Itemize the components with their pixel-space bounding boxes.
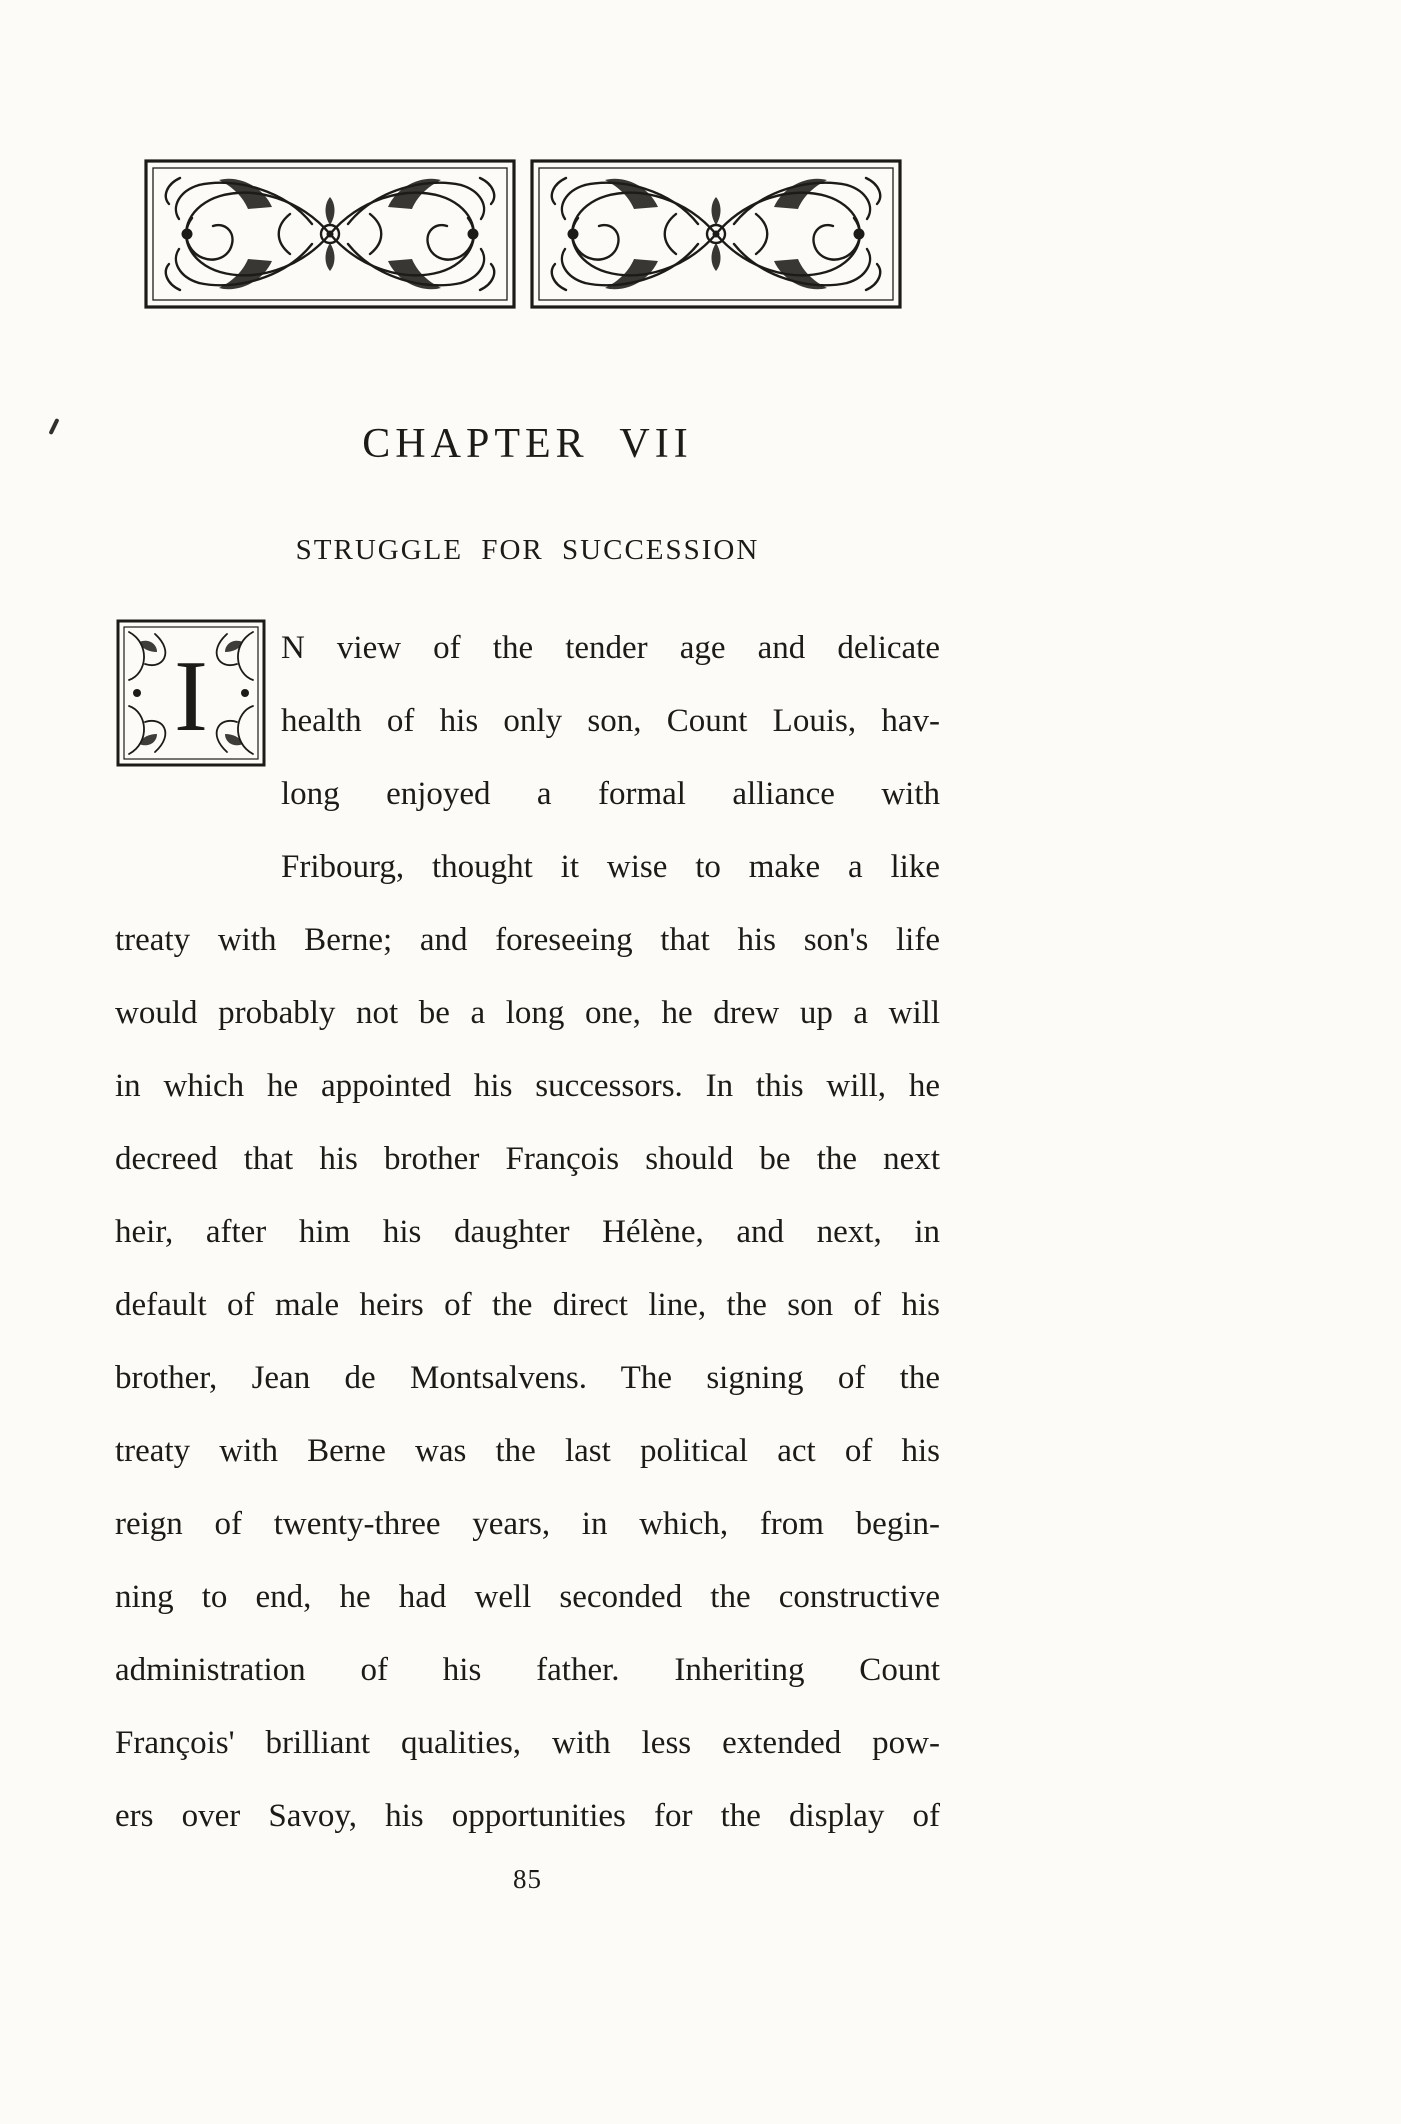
header-ornament-band <box>143 158 903 315</box>
margin-pen-mark <box>48 418 59 435</box>
text-line: decreed that his brother François should be the next <box>115 1141 940 1177</box>
text-line: brother, Jean de Montsalvens. The signing of the <box>115 1360 940 1396</box>
text-line: heir, after him his daughter Hélène, and next, in <box>115 1214 940 1250</box>
text-line: administration of his father. Inheriting Count <box>115 1652 940 1688</box>
section-title: STRUGGLE FOR SUCCESSION <box>295 534 760 566</box>
text-line: ers over Savoy, his opportunities for the display of <box>115 1798 940 1834</box>
text-line: reign of twenty-three years, in which, from begin- <box>115 1506 940 1542</box>
drop-cap-ornament <box>115 618 267 768</box>
page-number: 85 <box>513 1864 542 1894</box>
text-line: health of his only son, Count Louis, hav- <box>281 703 940 739</box>
text-line: long enjoyed a formal alliance with <box>281 776 940 812</box>
body-paragraph <box>115 612 940 1853</box>
text-line: Fribourg, thought it wise to make a like <box>281 849 940 885</box>
text-line: treaty with Berne; and foreseeing that his son's life <box>115 922 940 958</box>
text-line: François' brilliant qualities, with less extended pow- <box>115 1725 940 1761</box>
text-line: in which he appointed his successors. In this will, he <box>115 1068 940 1104</box>
text-line: treaty with Berne was the last political act of his <box>115 1433 940 1469</box>
drop-cap-block <box>115 612 281 900</box>
text-line: N view of the tender age and delicate <box>281 630 940 666</box>
chapter-title: CHAPTER VII <box>362 421 693 467</box>
illuminated-initial-icon <box>115 618 267 768</box>
text-line: would probably not be a long one, he drew up a will <box>115 995 940 1031</box>
drop-cap-letter: I <box>174 640 208 753</box>
foliate-scroll-icon <box>143 158 903 310</box>
text-line: default of male heirs of the direct line, the son of his <box>115 1287 940 1323</box>
text-line: ning to end, he had well seconded the constructive <box>115 1579 940 1615</box>
